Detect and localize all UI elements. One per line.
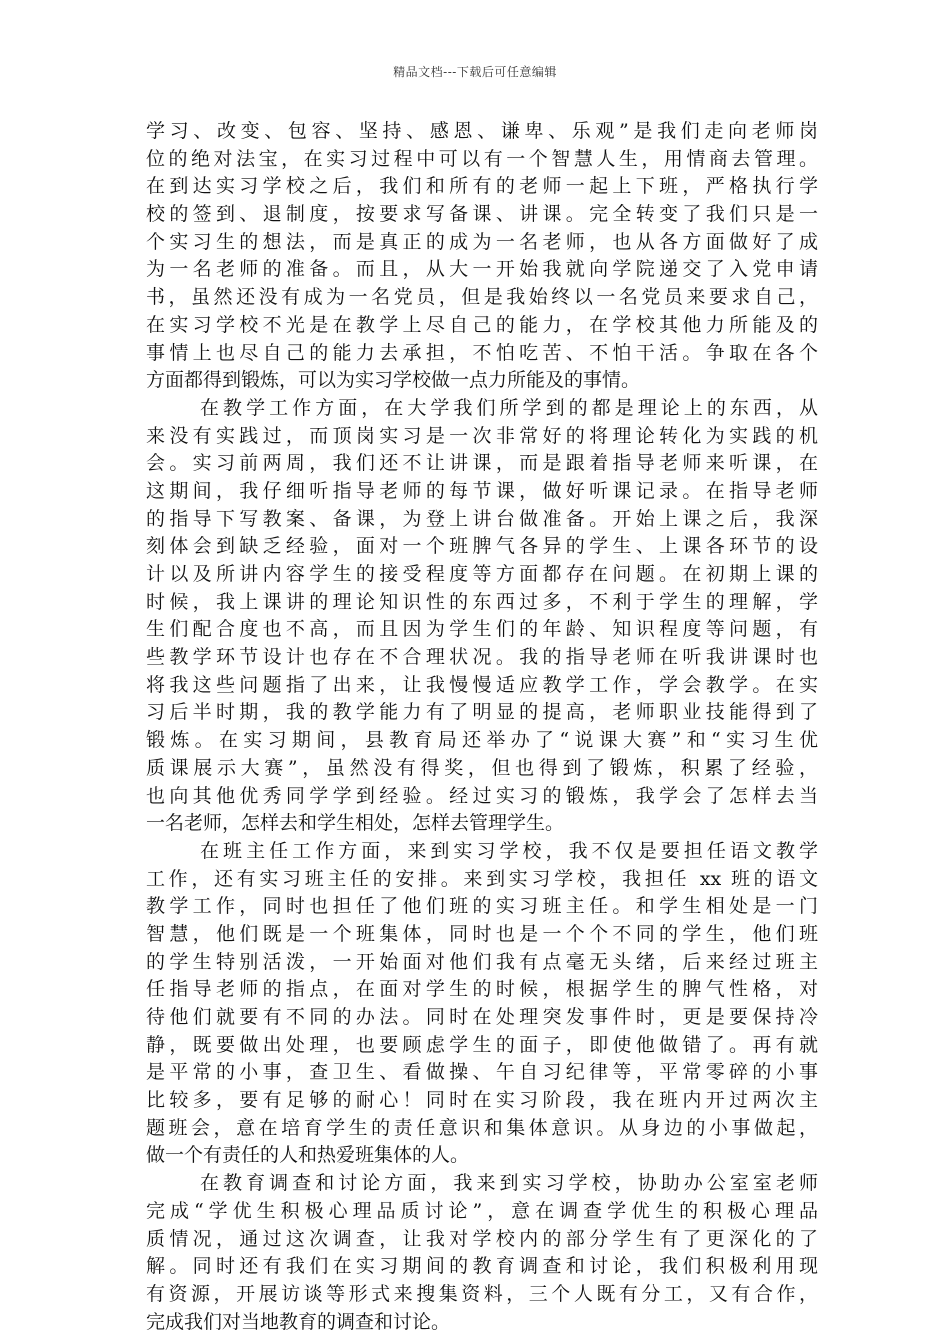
paragraph — [146, 838, 818, 1170]
paragraph-line: 个实习生的想法，而是真正的成为一名老师，也从各方面做好了成 — [146, 230, 818, 253]
paragraph-line: 工作，还有实习班主任的安排。来到实习学校，我担任 xx 班的语文 — [146, 867, 818, 890]
paragraph-line: 会。实习前两周，我们还不让讲课，而是跟着指导老师来听课，在 — [146, 452, 818, 475]
paragraph-line: 也向其他优秀同学学到经验。经过实习的锻炼，我学会了怎样去当 — [146, 784, 818, 807]
paragraph-line: 任指导老师的指点，在面对学生的时候，根据学生的脾气性格，对 — [146, 978, 818, 1001]
paragraph-line: 锻炼。在实习期间，县教育局还举办了“说课大赛”和“实习生优 — [146, 729, 818, 752]
paragraph-line: 静，既要做出处理，也要顾虑学生的面子，即使他做错了。再有就 — [146, 1033, 818, 1056]
paragraph-line: 智慧，他们既是一个班集体，同时也是一个个不同的学生，他们班 — [146, 922, 818, 945]
paragraph-line: 在实习学校不光是在教学上尽自己的能力，在学校其他力所能及的 — [146, 313, 818, 336]
paragraph-line: 完成“学优生积极心理品质讨论”，意在调查学优生的积极心理品 — [146, 1199, 818, 1222]
paragraph-line: 待他们就要有不同的办法。同时在处理突发事件时，更是要保持冷 — [146, 1006, 818, 1028]
paragraph-line: 事情上也尽自己的能力去承担，不怕吃苦、不怕干活。争取在各个 — [146, 341, 818, 364]
paragraph-line: 计以及所讲内容学生的接受程度等方面都存在问题。在初期上课的 — [146, 563, 818, 585]
paragraph-line: 质情况，通过这次调查，让我对学校内的部分学生有了更深化的了 — [146, 1227, 818, 1250]
paragraph-line: 校的签到、退制度，按要求写备课、讲课。完全转变了我们只是一 — [146, 203, 818, 226]
paragraph-line: 来没有实践过，而顶岗实习是一次非常好的将理论转化为实践的机 — [146, 424, 818, 447]
paragraph-line: 书，虽然还没有成为一名党员，但是我始终以一名党员来要求自己， — [146, 286, 818, 309]
paragraph — [146, 395, 818, 838]
paragraph-line: 在到达实习学校之后，我们和所有的老师一起上下班，严格执行学 — [146, 175, 818, 198]
paragraph-line: 这期间，我仔细听指导老师的每节课，做好听课记录。在指导老师 — [146, 479, 818, 502]
paragraph-line: 学习、改变、包容、坚持、感恩、谦卑、乐观”是我们走向老师岗 — [146, 120, 818, 142]
paragraph-line: 位的绝对法宝，在实习过程中可以有一个智慧人生，用情商去管理。 — [146, 147, 818, 170]
document-body — [146, 118, 818, 1336]
paragraph-line: 时候，我上课讲的理论知识性的东西过多，不利于学生的理解，学 — [146, 590, 818, 613]
paragraph-line: 质课展示大赛”，虽然没有得奖，但也得到了锻炼，积累了经验， — [146, 756, 818, 779]
paragraph-line: 为一名老师的准备。而且，从大一开始我就向学院递交了入党申请 — [146, 258, 818, 281]
paragraph-line: 在教学工作方面，在大学我们所学到的都是理论上的东西，从 — [200, 396, 818, 419]
paragraph-line: 生们配合度也不高，而且因为学生们的年龄、知识程度等问题，有 — [146, 618, 818, 641]
paragraph-line: 习后半时期，我的教学能力有了明显的提高，老师职业技能得到了 — [146, 701, 818, 724]
paragraph-line: 些教学环节设计也存在不合理状况。我的指导老师在听我讲课时也 — [146, 646, 818, 669]
paragraph-line: 在班主任工作方面，来到实习学校，我不仅是要担任语文教学 — [200, 839, 818, 862]
paragraph-line: 解。同时还有我们在实习期间的教育调查和讨论，我们积极利用现 — [146, 1255, 818, 1278]
paragraph-line: 在教育调查和讨论方面，我来到实习学校，协助办公室室老师 — [200, 1172, 818, 1195]
paragraph-line: 比较多，要有足够的耐心！同时在实习阶段，我在班内开过两次主 — [146, 1089, 818, 1112]
paragraph-line: 有资源，开展访谈等形式来搜集资料，三个人既有分工，又有合作， — [146, 1282, 818, 1305]
paragraph-line: 将我这些问题指了出来，让我慢慢适应教学工作，学会教学。在实 — [146, 673, 818, 696]
page-header: 精品文档---下载后可任意编辑 — [393, 65, 557, 79]
paragraph-line: 完成我们对当地教育的调查和讨论。 — [146, 1310, 451, 1333]
paragraph-line: 的学生特别活泼，一开始面对他们我有点毫无头绪，后来经过班主 — [146, 950, 818, 973]
paragraph-line: 刻体会到缺乏经验，面对一个班脾气各异的学生、上课各环节的设 — [146, 535, 818, 558]
paragraph — [146, 1170, 818, 1336]
paragraph — [146, 118, 818, 395]
paragraph-line: 做一个有责任的人和热爱班集体的人。 — [146, 1144, 470, 1167]
paragraph-line: 题班会，意在培育学生的责任意识和集体意识。从身边的小事做起， — [146, 1116, 818, 1139]
paragraph-line: 的指导下写教案、备课，为登上讲台做准备。开始上课之后，我深 — [146, 507, 818, 530]
paragraph-line: 教学工作，同时也担任了他们班的实习班主任。和学生相处是一门 — [146, 895, 818, 918]
paragraph-line: 一名老师，怎样去和学生相处，怎样去管理学生。 — [146, 812, 565, 835]
paragraph-line: 方面都得到锻炼，可以为实习学校做一点力所能及的事情。 — [146, 369, 641, 392]
paragraph-line: 是平常的小事，查卫生、看做操、午自习纪律等，平常零碎的小事 — [146, 1061, 818, 1084]
